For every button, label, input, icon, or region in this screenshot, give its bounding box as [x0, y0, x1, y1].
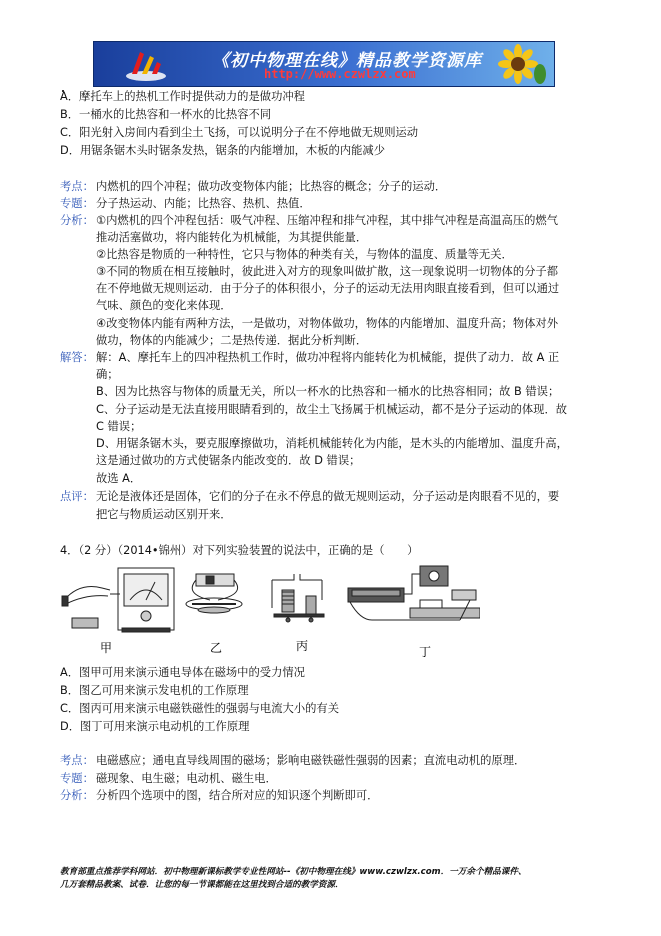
q4-option-d: D．图丁可用来演示电动机的工作原理 — [60, 720, 250, 733]
q3-jieda-line: 故选 A． — [96, 472, 142, 485]
q3-zhuanti-text: 分子热运动、内能；比热容、热机、热值． — [96, 197, 311, 210]
q3-fenxi-line: 推动活塞做功，将内能转化为机械能，为其提供能量． — [96, 231, 368, 244]
q4-kaodian-label: 考点： — [60, 754, 94, 767]
q3-fenxi-line: 气味、颜色的变化来体现． — [96, 299, 232, 312]
figure-jia — [62, 568, 174, 632]
q3-fenxi-line: 做功，物体的内能减少；二是热传递．据此分析判断． — [96, 334, 368, 347]
sunflower-icon — [488, 44, 548, 84]
q4-fenxi-label: 分析： — [60, 789, 94, 802]
q3-jieda-line: C 错误； — [96, 420, 142, 433]
q4-option-a: A．图甲可用来演示通电导体在磁场中的受力情况 — [60, 666, 305, 679]
q3-jieda-line: 这是通过做功的方式使锯条内能改变的．故 D 错误； — [96, 454, 361, 467]
figure-yi — [186, 574, 242, 613]
q3-option-c: C．阳光射入房间内看到尘土飞扬，可以说明分子在不停地做无规则运动 — [60, 126, 419, 139]
q3-kaodian-label: 考点： — [60, 180, 94, 193]
q3-dianping-label: 点评： — [60, 490, 94, 503]
q3-jieda-line: B、因为比热容与物体的质量无关，所以一杯水的比热容和一桶水的比热容相同；故 B 错误； — [96, 385, 560, 398]
q3-dianping-line: 无论是液体还是固体，它们的分子在永不停息的做无规则运动，分子运动是肉眼看不见的，要 — [96, 490, 560, 503]
q3-jieda-line: 解：A、摩托车上的四冲程热机工作时，做功冲程将内能转化为机械能，提供了动力．故 A 正 — [96, 351, 560, 364]
q3-option-d: D．用锯条锯木头时锯条发热，锯条的内能增加，木板的内能减少 — [60, 144, 386, 157]
figure-bing — [272, 574, 324, 622]
q3-option-a: A．摩托车上的热机工作时提供动力的是做功冲程 — [60, 90, 305, 103]
q3-option-b: B．一桶水的比热容和一杯水的比热容不同 — [60, 108, 272, 121]
q4-zhuanti-text: 磁现象、电生磁；电动机、磁生电． — [96, 772, 277, 785]
q3-fenxi-line: ①内燃机的四个冲程包括：吸气冲程、压缩冲程和排气冲程，其中排气冲程是高温高压的燃气 — [96, 214, 559, 227]
header-banner — [93, 41, 555, 87]
q3-jieda-label: 解答： — [60, 351, 94, 364]
q4-option-b: B．图乙可用来演示发电机的工作原理 — [60, 684, 249, 697]
q3-fenxi-line: ④改变物体内能有两种方法，一是做功，对物体做功，物体的内能增加、温度升高；物体对外 — [96, 317, 559, 330]
q3-kaodian-text: 内燃机的四个冲程；做功改变物体内能；比热容的概念；分子的运动． — [96, 180, 447, 193]
figure-label-bing: 丙 — [296, 639, 309, 653]
footer-line: 教育部重点推荐学科网站．初中物理新课标教学专业性网站--《初中物理在线》www.czwlzx.com．一万余个精品课件、 — [60, 867, 527, 877]
q4-zhuanti-label: 专题： — [60, 772, 94, 785]
q4-kaodian-text: 电磁感应；通电直导线周围的磁场；影响电磁铁磁性强弱的因素；直流电动机的原理． — [96, 754, 526, 767]
q3-fenxi-line: ③不同的物质在相互接触时，彼此进入对方的现象叫做扩散，这一现象说明一切物体的分子都 — [96, 265, 559, 278]
q3-jieda-line: C、分子运动是无法直接用眼睛看到的，故尘土飞扬属于机械运动，都不是分子运动的体现．故 — [96, 403, 568, 416]
q3-jieda-line: D、用锯条锯木头，要克服摩擦做功，消耗机械能转化为内能，是木头的内能增加、温度升高， — [96, 437, 568, 450]
banner-title: 《初中物理在线》精品教学资源库 — [212, 51, 482, 71]
q3-fenxi-line: 在不停地做无规则运动．由于分子的体积很小，分子的运动无法用肉眼直接看到，但可以通过 — [96, 282, 560, 295]
q4-figures — [60, 560, 480, 660]
q4-stem: 4．（2 分）（2014•锦州）对下列实验装置的说法中，正确的是（ ） — [60, 544, 419, 557]
banner-url[interactable]: http://www.czwlzx.com — [264, 67, 416, 81]
q4-fenxi-text: 分析四个选项中的图，结合所对应的知识逐个判断即可． — [96, 789, 379, 802]
figure-label-ding: 丁 — [419, 645, 432, 659]
q3-fenxi-line: ②比热容是物质的一种特性，它只与物体的种类有关，与物体的温度、质量等无关． — [96, 248, 513, 261]
q4-option-c: C．图丙可用来演示电磁铁磁性的强弱与电流大小的有关 — [60, 702, 340, 715]
figure-label-jia: 甲 — [100, 641, 113, 655]
q3-fenxi-label: 分析： — [60, 214, 94, 227]
q3-jieda-line: 确； — [96, 368, 119, 381]
figure-ding — [348, 566, 480, 620]
site-logo-icon — [124, 46, 168, 82]
footer-line: 几万套精品教案、试卷．让您的每一节课都能在这里找到合适的教学资源． — [60, 880, 344, 890]
q3-zhuanti-label: 专题： — [60, 197, 94, 210]
q3-dianping-line: 把它与物质运动区别开来． — [96, 508, 232, 521]
figure-label-yi: 乙 — [210, 641, 223, 655]
